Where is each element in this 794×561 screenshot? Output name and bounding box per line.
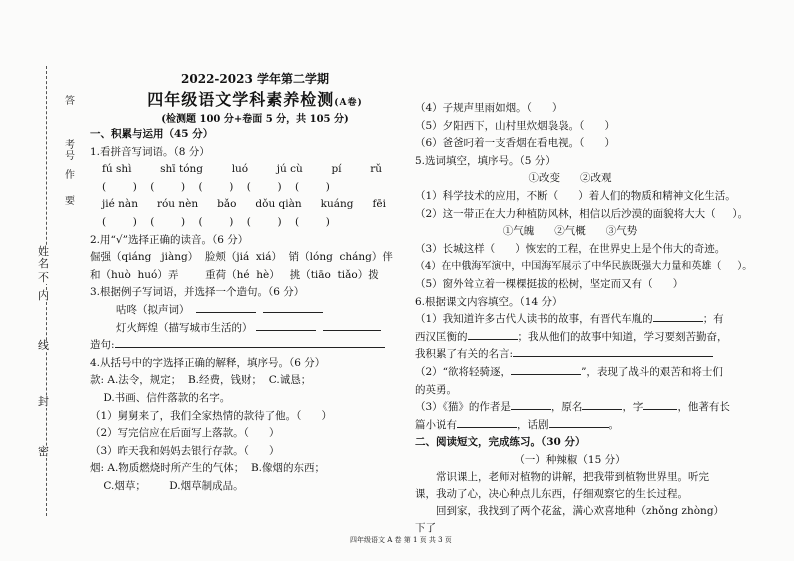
q6-text: ”，表现了战斗的艰苦和将士们	[581, 365, 723, 378]
q3-title: 3.根据例子写词语，并选择一个造句。（6 分）	[90, 286, 305, 299]
answer-blank[interactable]	[582, 399, 622, 410]
pinyin: dǒu qiàn	[255, 198, 302, 211]
q6-line-1	[415, 311, 725, 329]
q6-line-5: 的英勇。	[415, 383, 457, 396]
q5-sentence-3: （3）长城这样（ ）恢宏的工程，在世界史上是个伟大的奇迹。	[415, 242, 726, 255]
q4-sentence-4: （4）子规声里雨如烟。（ ）	[415, 102, 563, 114]
page-footer: 四年级语文 A 卷 第 1 页 共 3 页	[350, 536, 452, 544]
q6-line-3	[415, 346, 725, 364]
answer-blank[interactable]	[511, 364, 581, 375]
exam-header	[135, 70, 375, 125]
binding-margin	[36, 66, 58, 516]
q3-line-3	[90, 337, 400, 355]
binding-label-yao: 要	[65, 196, 75, 207]
answer-blank[interactable]	[263, 302, 323, 313]
q6-line-6	[415, 399, 730, 417]
binding-label-mi: 密	[38, 445, 49, 458]
answer-blank[interactable]	[256, 320, 316, 331]
q3-example-1: 咕咚（拟声词）	[116, 303, 190, 316]
binding-label-zuo: 作	[65, 170, 75, 181]
q4-line-1: 款: A.法令，规定； B.经费，钱财； C.诚恳；	[90, 374, 312, 387]
section-1-title: 一、积累与运用（45 分）	[90, 128, 214, 140]
pinyin: rǔ	[370, 163, 382, 176]
q6-line-2	[415, 329, 728, 347]
q4-title: 4.从括号中的字选择正确的解释，填序号。（6 分）	[90, 356, 326, 369]
q3-example-2: 灯火辉煌（描写城市生活的）	[116, 321, 253, 334]
q6-text: 我积累了有关的名言:	[415, 348, 514, 361]
q5-options-2: ①气魄 ②气概 ③气势	[502, 225, 638, 238]
q5-sentence-4: （4）在中俄海军演中，中国海军展示了中华民族既强大力量和英雄（ ）。	[415, 261, 753, 273]
answer-blank[interactable]	[513, 346, 713, 357]
q6-text: ；有	[702, 313, 724, 326]
q6-line-7	[415, 417, 725, 435]
q4-sentence-1: （1）舅舅来了，我们全家热情的款待了他。（ ）	[90, 409, 332, 422]
q6-text: ，字	[622, 401, 644, 414]
left-column	[90, 126, 400, 495]
pinyin: kuáng	[320, 198, 354, 211]
q5-options-1: ①改变 ②改观	[528, 172, 612, 185]
answer-blank[interactable]	[323, 320, 381, 331]
answer-parens-row-1[interactable]: ( ) ( ) ( ) ( ) ( )	[102, 180, 330, 193]
answer-blank[interactable]	[643, 399, 677, 410]
pinyin: fú shì	[102, 163, 132, 176]
binding-label-name: 姓名	[38, 246, 58, 270]
q2-line-1: 倔强（qiáng jiàng） 脸颊（jiá xiá） 销（lóng cháng）伴	[90, 251, 393, 264]
q6-line-4	[415, 364, 725, 382]
exam-subtitle: (检测题 100 分+卷面 5 分，共 105 分)	[161, 114, 349, 125]
q4-sentence-5: （5）夕阳西下，山村里炊烟袅袅。（ ）	[415, 119, 615, 132]
q4-sentence-2: （2）写完信应在后面写上落款。（ ）	[90, 427, 280, 440]
q6-text: ；我从他们的故事中知道，学习要刻苦勤奋，	[517, 330, 728, 343]
answer-parens-row-2[interactable]: ( ) ( ) ( ) ( ) ( )	[102, 215, 330, 228]
reading-title: （一）种辣椒（15 分）	[514, 453, 626, 466]
pinyin: jié nàn	[102, 198, 138, 211]
answer-blank[interactable]	[115, 337, 385, 348]
q3-line-2	[90, 320, 400, 338]
q4-sentence-6: （6）爸爸叼着一支香烟在看电视。（ ）	[415, 137, 615, 150]
q6-text: （1）我知道许多古代人读书的故事，有晋代车胤的	[415, 313, 653, 326]
q3-line-1	[90, 302, 400, 320]
binding-label-xian: 线	[38, 339, 49, 352]
q6-text: ，他著有长	[677, 401, 730, 414]
q5-title: 5.选词填空，填序号。（5 分）	[415, 154, 556, 167]
answer-blank[interactable]	[457, 417, 517, 428]
q5-sentence-2: （2）这一带正在大力种植防风林，相信以后沙漠的面貌将大大（ ）。	[415, 207, 749, 220]
q2-line-2: 和（huò huó）弄 重荷（hé hè） 挑（tiāo tiǎo）拨	[90, 268, 379, 281]
answer-blank[interactable]	[511, 399, 551, 410]
pinyin: pí	[331, 163, 342, 176]
answer-blank[interactable]	[549, 417, 609, 428]
pinyin: jú cù	[276, 163, 303, 176]
binding-label-da: 答	[65, 96, 75, 107]
binding-label-bu: 不	[38, 271, 49, 284]
q5-sentence-5: （5）窗外耸立着一棵棵挺拔的松树，坚定而又有（ ）	[415, 277, 684, 290]
q6-text: （2）“欲将轻骑逐，	[415, 365, 512, 378]
q6-text: 篇小说有	[415, 418, 457, 431]
section-2-title: 二、阅读短文，完成练习。（30 分）	[415, 436, 586, 449]
pinyin: luó	[231, 163, 249, 176]
exam-title	[135, 87, 375, 110]
reading-paragraph-1: 常识课上，老师对植物的讲解，把我带到植物世界里。听完课，我动了心，决心种点儿东西，仔细观察它的生长过程。	[415, 471, 709, 501]
q6-text: （3）《猫》的作者是	[415, 401, 511, 414]
q6-text: ，话剧	[517, 418, 549, 431]
q6-text: 西汉匡衡的	[415, 330, 468, 343]
pinyin: bǎo	[217, 198, 237, 211]
pinyin-row-2	[90, 196, 400, 214]
binding-label-feng: 封	[38, 395, 49, 408]
pinyin-row-1	[90, 161, 400, 179]
pinyin: fēi	[372, 198, 386, 211]
q6-text: ，原名	[550, 401, 583, 414]
pinyin: shī tóng	[160, 163, 204, 176]
q2-title: 2.用“√”选择正确的读音。（6 分）	[90, 233, 249, 246]
binding-label-kaohao: 考号	[65, 140, 75, 162]
answer-blank[interactable]	[196, 302, 256, 313]
q6-text: 。	[608, 418, 619, 431]
q5-sentence-1: （1）科学技术的应用，不断（ ）着人们的物质和精神文化生活。	[415, 189, 736, 202]
exam-title-tag: (A卷)	[334, 98, 363, 108]
q3-sentence-label: 造句:	[90, 339, 115, 352]
school-year: 2022-2023 学年第二学期	[181, 72, 329, 86]
right-column	[415, 100, 753, 537]
answer-blank[interactable]	[468, 329, 518, 340]
q4-line-5: 烟: A.物质燃烧时所产生的气体； B.像烟的东西；	[90, 462, 326, 475]
q4-sentence-3: （3）昨天我和妈妈去银行存款。（ ）	[90, 444, 280, 457]
q4-line-2: D.书画、信件落款的名字。	[90, 391, 231, 404]
exam-title-text: 四年级语文学科素养检测	[147, 90, 335, 109]
answer-blank[interactable]	[653, 311, 703, 322]
reading-paragraph-2: 回到家，我找到了两个花盆，满心欢喜地种（zhǒng zhòng）下了	[415, 505, 725, 535]
q6-title: 6.根据课文内容填空。（14 分）	[415, 295, 563, 308]
q1-title: 1.看拼音写词语。（8 分）	[90, 145, 210, 158]
pinyin: róu nèn	[156, 198, 199, 211]
q4-line-6: C.烟草； D.烟草制成品。	[90, 479, 244, 492]
binding-label-nei: 内	[38, 289, 49, 302]
